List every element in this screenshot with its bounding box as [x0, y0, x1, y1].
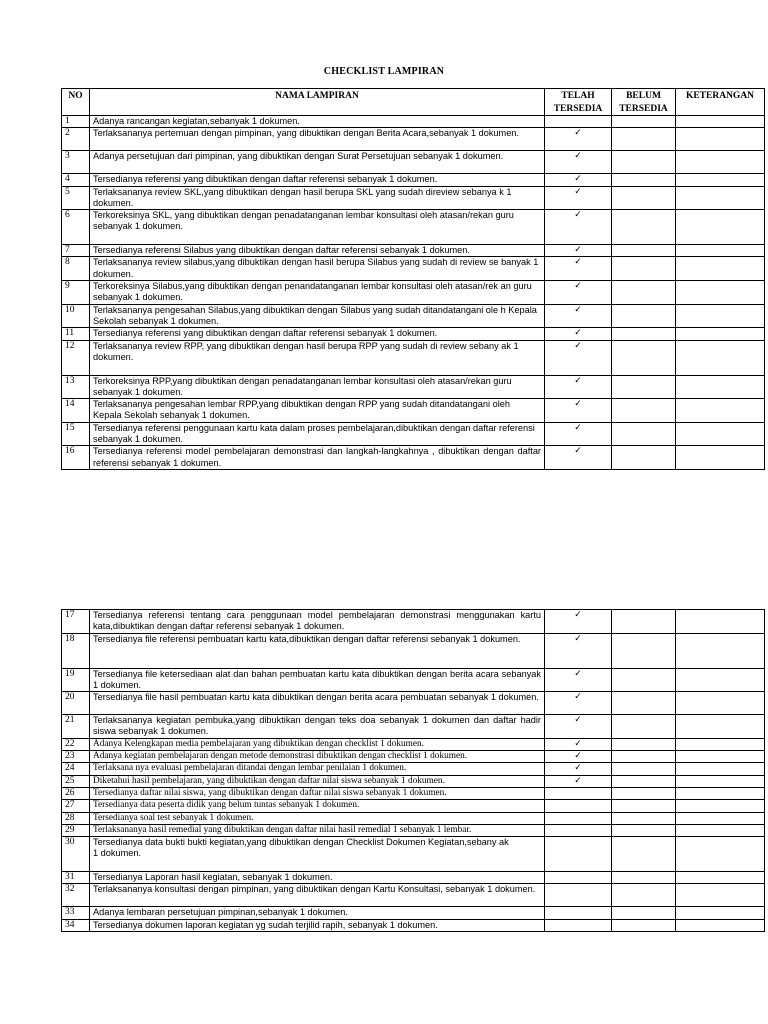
keterangan-cell — [676, 824, 765, 836]
attachment-name: Terlaksananya kegiatan pembuka,yang dibuktikan dengan teks doa sebanyak 1 dokumen dan daftar hadir siswa sebanyak 1 dokumen. — [90, 715, 545, 739]
table-row — [62, 787, 765, 799]
attachment-name: Terlaksana nya evaluasi pembelajaran ditandai dengan lembar penilaian 1 dokumen. — [90, 763, 545, 775]
table-row — [62, 210, 765, 245]
keterangan-cell — [676, 812, 765, 824]
table-row — [62, 245, 765, 257]
belum-tersedia-cell — [612, 128, 676, 151]
row-number: 17 — [62, 610, 90, 634]
attachment-name: Tersedianya data bukti bukti kegiatan,yang dibuktikan dengan Checklist Dokumen Kegiatan,sebany ak 1 dokumen. — [90, 837, 545, 872]
table-row — [62, 751, 765, 763]
checkmark-icon: ✓ — [574, 245, 582, 256]
row-number: 29 — [62, 824, 90, 836]
row-number: 1 — [62, 116, 90, 128]
telah-tersedia-cell — [545, 872, 612, 884]
table-row — [62, 151, 765, 174]
checkmark-icon: ✓ — [574, 128, 582, 139]
telah-tersedia-cell — [545, 245, 612, 257]
keterangan-cell — [676, 610, 765, 634]
belum-tersedia-cell — [612, 692, 676, 715]
keterangan-cell — [676, 787, 765, 799]
telah-tersedia-cell — [545, 422, 612, 446]
attachment-name: Tersedianya daftar nilai siswa, yang dibuktikan dengan daftar nilai siswa sebanyak 1 dokumen. — [90, 787, 545, 799]
belum-tersedia-cell — [612, 800, 676, 812]
telah-tersedia-cell — [545, 633, 612, 668]
attachment-name: Diketahui hasil pembelajaran, yang dibuktikan dengan daftar nilai siswa sebanyak 1 dokumen. — [90, 775, 545, 787]
belum-tersedia-cell — [612, 422, 676, 446]
telah-tersedia-cell — [545, 812, 612, 824]
telah-tersedia-cell — [545, 128, 612, 151]
table-row — [62, 116, 765, 128]
header-keterangan: KETERANGAN — [676, 89, 765, 116]
attachment-name: Tersedianya file ketersediaan alat dan bahan pembuatan kartu kata dibuktikan dengan berita acara sebanyak 1 dokumen. — [90, 668, 545, 692]
keterangan-cell — [676, 837, 765, 872]
attachment-name: Terlaksananya pengesahan lembar RPP,yang dibuktikan dengan RPP yang sudah ditandatangani oleh Kepala Sekolah sebanyak 1 dokumen. — [90, 399, 545, 423]
checkmark-icon: ✓ — [574, 668, 582, 679]
row-number: 5 — [62, 186, 90, 210]
belum-tersedia-cell — [612, 763, 676, 775]
checklist-table-part-2 — [61, 609, 765, 932]
telah-tersedia-cell — [545, 446, 612, 470]
belum-tersedia-cell — [612, 633, 676, 668]
telah-tersedia-cell — [545, 751, 612, 763]
keterangan-cell — [676, 800, 765, 812]
table-row — [62, 738, 765, 750]
keterangan-cell — [676, 738, 765, 750]
table-header-row — [62, 89, 765, 116]
attachment-name: Tersedianya file hasil pembuatan kartu kata dibuktikan dengan berita acara pembuatan sebanyak 1 dokumen. — [90, 692, 545, 715]
belum-tersedia-cell — [612, 812, 676, 824]
attachment-name: Tersedianya referensi yang dibuktikan dengan daftar referensi sebanyak 1 dokumen. — [90, 174, 545, 186]
checkmark-icon: ✓ — [574, 422, 582, 433]
table-row — [62, 375, 765, 399]
keterangan-cell — [676, 763, 765, 775]
table-row — [62, 257, 765, 281]
row-number: 15 — [62, 422, 90, 446]
checkmark-icon: ✓ — [574, 399, 582, 410]
telah-tersedia-cell — [545, 304, 612, 328]
keterangan-cell — [676, 422, 765, 446]
attachment-name: Terkoreksinya Silabus,yang dibuktikan dengan penandatanganan lembar konsultasi oleh atasan/rek an guru sebanyak 1 dokumen. — [90, 281, 545, 305]
belum-tersedia-cell — [612, 872, 676, 884]
checkmark-icon: ✓ — [574, 610, 582, 620]
table-row — [62, 186, 765, 210]
attachment-name: Terkoreksinya SKL, yang dibuktikan dengan penadatanganan lembar konsultasi oleh atasan/rekan guru sebanyak 1 dokumen. — [90, 210, 545, 245]
belum-tersedia-cell — [612, 787, 676, 799]
belum-tersedia-cell — [612, 751, 676, 763]
keterangan-cell — [676, 907, 765, 919]
table-row — [62, 872, 765, 884]
telah-tersedia-cell — [545, 281, 612, 305]
checkmark-icon: ✓ — [574, 281, 582, 292]
table-row — [62, 128, 765, 151]
header-telah-tersedia: TELAH TERSEDIA — [545, 89, 612, 116]
telah-tersedia-cell — [545, 787, 612, 799]
table-row — [62, 633, 765, 668]
table-row — [62, 610, 765, 634]
telah-tersedia-cell — [545, 610, 612, 634]
attachment-name: Terkoreksinya RPP,yang dibuktikan dengan penadatanganan lembar konsultasi oleh atasan/rekan guru sebanyak 1 dokumen. — [90, 375, 545, 399]
belum-tersedia-cell — [612, 884, 676, 907]
keterangan-cell — [676, 446, 765, 470]
checkmark-icon: ✓ — [574, 633, 582, 644]
telah-tersedia-cell — [545, 884, 612, 907]
row-number: 12 — [62, 340, 90, 375]
attachment-name: Tersedianya referensi tentang cara penggunaan model pembelajaran demonstrasi menggunakan kartu kata,dibuktikan dengan daftar referensi sebanyak 1 dokumen. — [90, 610, 545, 634]
keterangan-cell — [676, 304, 765, 328]
checkmark-icon: ✓ — [574, 340, 582, 351]
table-row — [62, 775, 765, 787]
keterangan-cell — [676, 692, 765, 715]
belum-tersedia-cell — [612, 245, 676, 257]
keterangan-cell — [676, 715, 765, 739]
attachment-name: Tersedianya referensi yang dibuktikan dengan daftar referensi sebanyak 1 dokumen. — [90, 328, 545, 340]
checkmark-icon: ✓ — [574, 186, 582, 197]
table-row — [62, 340, 765, 375]
row-number: 8 — [62, 257, 90, 281]
belum-tersedia-cell — [612, 210, 676, 245]
table-row — [62, 715, 765, 739]
belum-tersedia-cell — [612, 446, 676, 470]
attachment-name: Tersedianya soal test sebanyak 1 dokumen. — [90, 812, 545, 824]
attachment-name: Tersedianya Laporan hasil kegiatan, sebanyak 1 dokumen. — [90, 872, 545, 884]
belum-tersedia-cell — [612, 340, 676, 375]
keterangan-cell — [676, 116, 765, 128]
belum-tersedia-cell — [612, 668, 676, 692]
header-no: NO — [62, 89, 90, 116]
checkmark-icon: ✓ — [574, 304, 582, 315]
telah-tersedia-cell — [545, 375, 612, 399]
keterangan-cell — [676, 884, 765, 907]
row-number: 21 — [62, 715, 90, 739]
row-number: 7 — [62, 245, 90, 257]
row-number: 11 — [62, 328, 90, 340]
keterangan-cell — [676, 151, 765, 174]
row-number: 28 — [62, 812, 90, 824]
telah-tersedia-cell — [545, 186, 612, 210]
keterangan-cell — [676, 668, 765, 692]
checklist-table-part-1 — [61, 88, 765, 470]
row-number: 32 — [62, 884, 90, 907]
telah-tersedia-cell — [545, 116, 612, 128]
telah-tersedia-cell — [545, 824, 612, 836]
row-number: 22 — [62, 738, 90, 750]
attachment-name: Tersedianya referensi Silabus yang dibuktikan dengan daftar referensi sebanyak 1 dokumen. — [90, 245, 545, 257]
row-number: 16 — [62, 446, 90, 470]
checkmark-icon: ✓ — [574, 715, 582, 726]
telah-tersedia-cell — [545, 328, 612, 340]
keterangan-cell — [676, 872, 765, 884]
belum-tersedia-cell — [612, 257, 676, 281]
keterangan-cell — [676, 281, 765, 305]
belum-tersedia-cell — [612, 281, 676, 305]
telah-tersedia-cell — [545, 692, 612, 715]
belum-tersedia-cell — [612, 715, 676, 739]
telah-tersedia-cell — [545, 257, 612, 281]
keterangan-cell — [676, 257, 765, 281]
keterangan-cell — [676, 375, 765, 399]
row-number: 13 — [62, 375, 90, 399]
keterangan-cell — [676, 751, 765, 763]
telah-tersedia-cell — [545, 174, 612, 186]
checkmark-icon: ✓ — [574, 174, 582, 185]
attachment-name: Tersedianya dokumen laporan kegiatan yg sudah terjilid rapih, sebanyak 1 dokumen. — [90, 919, 545, 931]
attachment-name: Adanya Kelengkapan media pembelajaran yang dibuktikan dengan checklist 1 dokumen. — [90, 738, 545, 750]
table-row — [62, 281, 765, 305]
checkmark-icon: ✓ — [574, 328, 582, 339]
attachment-name: Adanya lembaran persetujuan pimpinan,sebanyak 1 dokumen. — [90, 907, 545, 919]
attachment-name: Terlaksananya review SKL,yang dibuktikan dengan hasil berupa SKL yang sudah direview sebanya k 1 dokumen. — [90, 186, 545, 210]
table-row — [62, 837, 765, 872]
telah-tersedia-cell — [545, 907, 612, 919]
row-number: 4 — [62, 174, 90, 186]
belum-tersedia-cell — [612, 738, 676, 750]
checkmark-icon: ✓ — [574, 151, 582, 162]
keterangan-cell — [676, 128, 765, 151]
row-number: 18 — [62, 633, 90, 668]
attachment-name: Terlaksananya pengesahan Silabus,yang dibuktikan dengan Silabus yang sudah ditandatangani ole h Kepala Sekolah sebanyak 1 dokumen. — [90, 304, 545, 328]
telah-tersedia-cell — [545, 738, 612, 750]
row-number: 26 — [62, 787, 90, 799]
checkmark-icon: ✓ — [574, 446, 582, 457]
row-number: 23 — [62, 751, 90, 763]
table-row — [62, 304, 765, 328]
attachment-name: Tersedianya file referensi pembuatan kartu kata,dibuktikan dengan daftar referensi sebanyak 1 dokumen. — [90, 633, 545, 668]
checkmark-icon: ✓ — [574, 375, 582, 386]
table-row — [62, 174, 765, 186]
attachment-name: Tersedianya data peserta didik yang belum tuntas sebanyak 1 dokumen. — [90, 800, 545, 812]
belum-tersedia-cell — [612, 610, 676, 634]
telah-tersedia-cell — [545, 715, 612, 739]
attachment-name: Terlaksananya review silabus,yang dibuktikan dengan hasil berupa Silabus yang sudah di review se banyak 1 dokumen. — [90, 257, 545, 281]
belum-tersedia-cell — [612, 399, 676, 423]
table-row — [62, 907, 765, 919]
table-row — [62, 692, 765, 715]
keterangan-cell — [676, 245, 765, 257]
row-number: 25 — [62, 775, 90, 787]
telah-tersedia-cell — [545, 763, 612, 775]
checkmark-icon: ✓ — [574, 775, 582, 786]
belum-tersedia-cell — [612, 375, 676, 399]
attachment-name: Terlaksananya review RPP, yang dibuktikan dengan hasil berupa RPP yang sudah di review sebany ak 1 dokumen. — [90, 340, 545, 375]
keterangan-cell — [676, 340, 765, 375]
header-nama-lampiran: NAMA LAMPIRAN — [90, 89, 545, 116]
telah-tersedia-cell — [545, 210, 612, 245]
table-row — [62, 422, 765, 446]
belum-tersedia-cell — [612, 824, 676, 836]
table-row — [62, 328, 765, 340]
table-row — [62, 824, 765, 836]
checkmark-icon: ✓ — [574, 692, 582, 703]
checkmark-icon: ✓ — [574, 763, 582, 774]
belum-tersedia-cell — [612, 116, 676, 128]
table-row — [62, 446, 765, 470]
row-number: 20 — [62, 692, 90, 715]
table-row — [62, 919, 765, 931]
checkmark-icon: ✓ — [574, 257, 582, 268]
keterangan-cell — [676, 210, 765, 245]
telah-tersedia-cell — [545, 919, 612, 931]
telah-tersedia-cell — [545, 775, 612, 787]
belum-tersedia-cell — [612, 186, 676, 210]
row-number: 30 — [62, 837, 90, 872]
checkmark-icon: ✓ — [574, 210, 582, 221]
attachment-name: Terlaksananya pertemuan dengan pimpinan, yang dibuktikan dengan Berita Acara,sebanyak 1 dokumen. — [90, 128, 545, 151]
belum-tersedia-cell — [612, 151, 676, 174]
attachment-name: Terlaksananya hasil remedial yang dibuktikan dengan daftar nilai hasil remedial 1 sebanyak 1 lembar. — [90, 824, 545, 836]
row-number: 2 — [62, 128, 90, 151]
table-row — [62, 399, 765, 423]
table-row — [62, 800, 765, 812]
attachment-name: Adanya persetujuan dari pimpinan, yang dibuktikan dengan Surat Persetujuan sebanyak 1 dokumen. — [90, 151, 545, 174]
keterangan-cell — [676, 399, 765, 423]
belum-tersedia-cell — [612, 775, 676, 787]
telah-tersedia-cell — [545, 837, 612, 872]
table-row — [62, 668, 765, 692]
keterangan-cell — [676, 174, 765, 186]
attachment-name: Adanya kegiatan pembelajaran dengan metode demonstrasi dibuktikan dengan checklist 1 dokumen. — [90, 751, 545, 763]
telah-tersedia-cell — [545, 800, 612, 812]
row-number: 27 — [62, 800, 90, 812]
keterangan-cell — [676, 633, 765, 668]
table-row — [62, 884, 765, 907]
row-number: 14 — [62, 399, 90, 423]
table-row — [62, 763, 765, 775]
header-belum-tersedia: BELUM TERSEDIA — [612, 89, 676, 116]
attachment-name: Adanya rancangan kegiatan,sebanyak 1 dokumen. — [90, 116, 545, 128]
belum-tersedia-cell — [612, 907, 676, 919]
row-number: 31 — [62, 872, 90, 884]
table-row — [62, 812, 765, 824]
telah-tersedia-cell — [545, 151, 612, 174]
row-number: 6 — [62, 210, 90, 245]
row-number: 34 — [62, 919, 90, 931]
belum-tersedia-cell — [612, 919, 676, 931]
keterangan-cell — [676, 328, 765, 340]
attachment-name: Terlaksananya konsultasi dengan pimpinan, yang dibuktikan dengan Kartu Konsultasi, sebanyak 1 dokumen. — [90, 884, 545, 907]
telah-tersedia-cell — [545, 399, 612, 423]
checkmark-icon: ✓ — [574, 751, 582, 762]
telah-tersedia-cell — [545, 668, 612, 692]
belum-tersedia-cell — [612, 174, 676, 186]
row-number: 19 — [62, 668, 90, 692]
row-number: 33 — [62, 907, 90, 919]
belum-tersedia-cell — [612, 328, 676, 340]
row-number: 3 — [62, 151, 90, 174]
checkmark-icon: ✓ — [574, 738, 582, 749]
telah-tersedia-cell — [545, 340, 612, 375]
keterangan-cell — [676, 919, 765, 931]
attachment-name: Tersedianya referensi penggunaan kartu kata dalam proses pembelajaran,dibuktikan dengan daftar referensi sebanyak 1 dokumen. — [90, 422, 545, 446]
belum-tersedia-cell — [612, 837, 676, 872]
row-number: 10 — [62, 304, 90, 328]
belum-tersedia-cell — [612, 304, 676, 328]
row-number: 24 — [62, 763, 90, 775]
document-title: CHECKLIST LAMPIRAN — [323, 66, 445, 77]
row-number: 9 — [62, 281, 90, 305]
attachment-name: Tersedianya referensi model pembelajaran demonstrasi dan langkah-langkahnya , dibuktikan dengan daftar referensi sebanyak 1 dokumen. — [90, 446, 545, 470]
keterangan-cell — [676, 775, 765, 787]
keterangan-cell — [676, 186, 765, 210]
